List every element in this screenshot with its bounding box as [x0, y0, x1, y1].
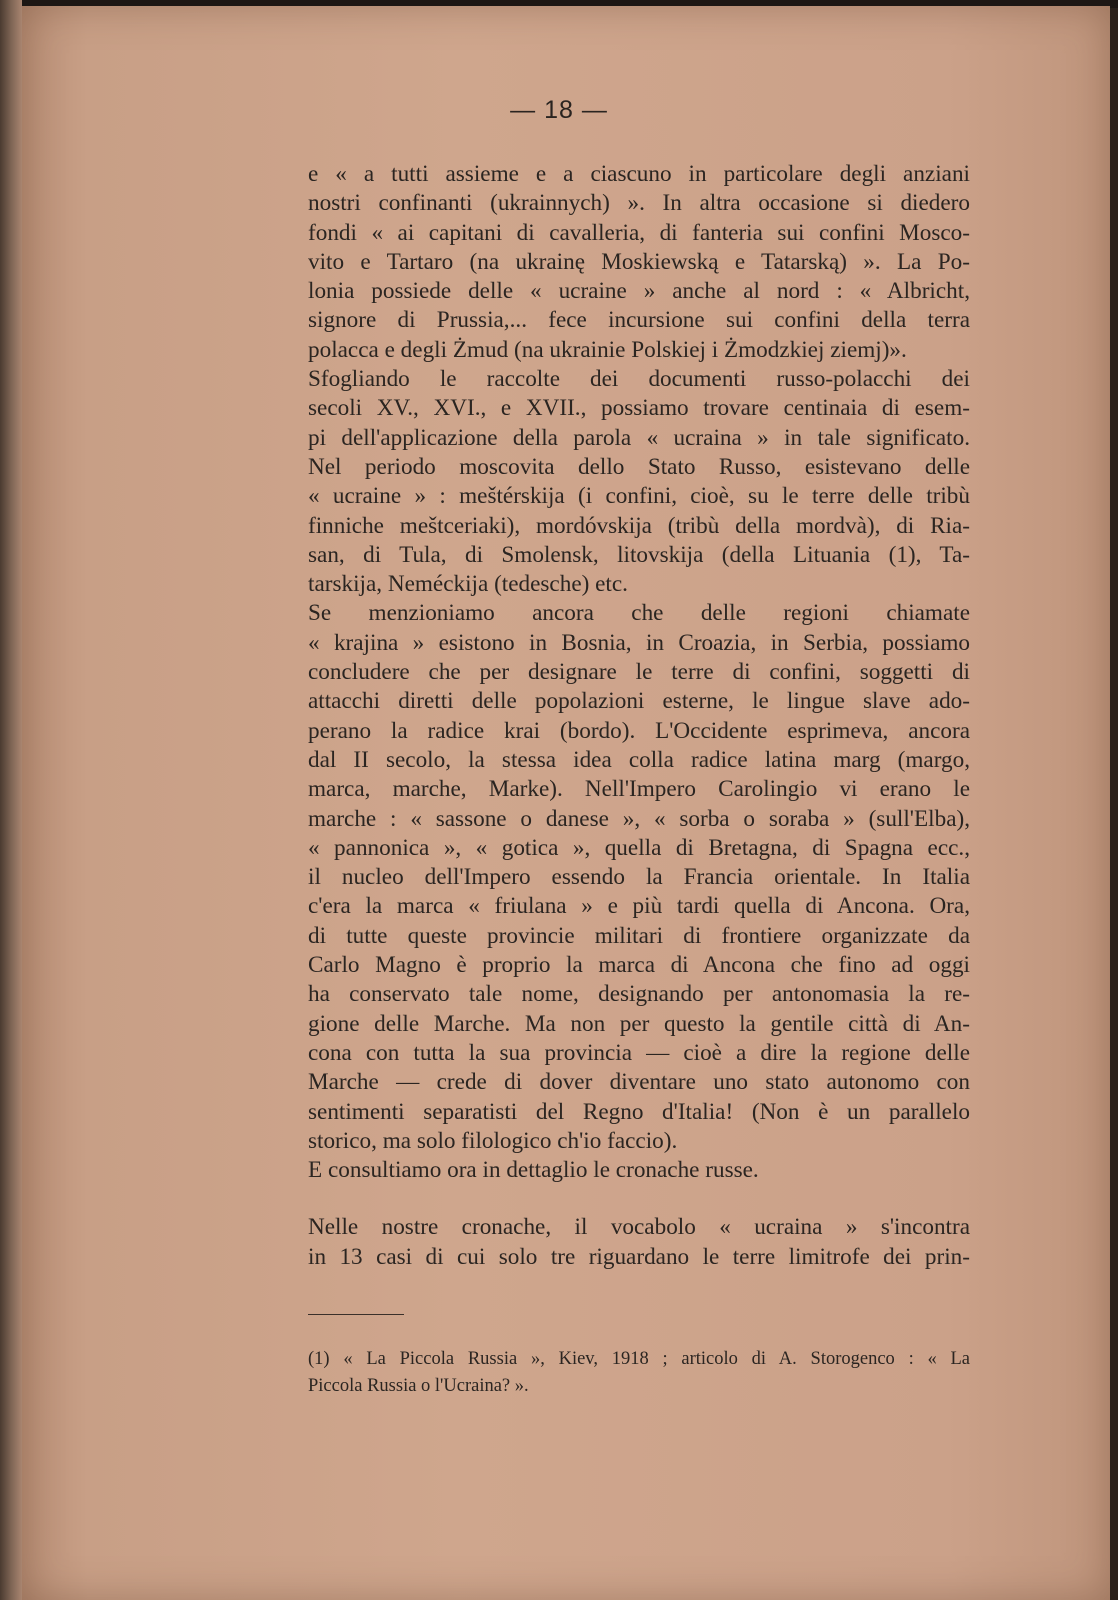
text-line: marche : « sassone o danese », « sorba o soraba » (sull'Elba),: [308, 805, 970, 832]
text-line: Marche — crede di dover diventare uno stato autonomo con: [308, 1069, 970, 1096]
text-line: Carlo Magno è proprio la marca di Ancona che fino ad oggi: [308, 952, 970, 979]
text-line: e « a tutti assieme e a ciascuno in particolare degli anziani: [308, 161, 970, 187]
body-text: [308, 160, 970, 1272]
text-line: gione delle Marche. Ma non per questo la gentile città di An-: [308, 1010, 970, 1037]
text-line: storico, ma solo filologico ch'io faccio).: [308, 1127, 678, 1154]
text-line: il nucleo dell'Impero essendo la Francia orientale. In Italia: [308, 864, 970, 891]
text-line: in 13 casi di cui solo tre riguardano le terre limitrofe dei prin-: [308, 1243, 970, 1270]
text-line: vito e Tartaro (na ukrainę Moskiewską e Tatarską) ». La Po-: [308, 248, 970, 275]
text-line: ha conservato tale nome, designando per antonomasia la re-: [308, 981, 970, 1008]
text-line: secoli XV., XVI., e XVII., possiamo trovare centinaia di esem-: [308, 395, 970, 422]
text-line: pi dell'applicazione della parola « ucraina » in tale significato.: [308, 424, 970, 451]
text-line: fondi « ai capitani di cavalleria, di fanteria sui confini Mosco-: [308, 219, 970, 246]
text-line: Se menzioniamo ancora che delle regioni chiamate: [308, 600, 970, 627]
text-line: attacchi diretti delle popolazioni esterne, le lingue slave ado-: [308, 688, 970, 715]
text-line: polacca e degli Żmud (na ukrainie Polskiej i Żmodzkiej ziemj)».: [308, 336, 907, 363]
text-line: « pannonica », « gotica », quella di Bretagna, di Spagna ecc.,: [308, 834, 970, 861]
text-line: san, di Tula, di Smolensk, litovskija (della Lituania (1), Ta-: [308, 541, 970, 568]
text-line: finniche meštceriaki), mordóvskija (tribù della mordvà), di Ria-: [308, 512, 970, 539]
footnote: [308, 1346, 970, 1400]
page-number: — 18 —: [510, 96, 608, 124]
text-line: nostri confinanti (ukrainnych) ». In altra occasione si diedero: [308, 190, 970, 217]
text-line: sentimenti separatisti del Regno d'Italia! (Non è un parallelo: [308, 1098, 970, 1125]
section-gap: [308, 1185, 970, 1213]
text-line: « ucraine » : meštérskija (i confini, cioè, su le terre delle tribù: [308, 483, 970, 510]
text-line: perano la radice krai (bordo). L'Occidente esprimeva, ancora: [308, 717, 970, 744]
text-line: lonia possiede delle « ucraine » anche al nord : « Albricht,: [308, 278, 970, 305]
text-line: signore di Prussia,... fece incursione sui confini della terra: [308, 307, 970, 334]
footnote-line: (1) « La Piccola Russia », Kiev, 1918 ; articolo di A. Storogenco : « La: [308, 1349, 970, 1369]
text-line: dal II secolo, la stessa idea colla radice latina marg (margo,: [308, 746, 970, 773]
text-line: concludere che per designare le terre di confini, soggetti di: [308, 659, 970, 686]
text-line: cona con tutta la sua provincia — cioè a dire la regione delle: [308, 1039, 970, 1066]
body-paragraphs: [308, 160, 970, 1185]
footnote-separator: [308, 1314, 404, 1315]
footnote-line: Piccola Russia o l'Ucraina? ».: [308, 1376, 529, 1396]
text-line: E consultiamo ora in dettaglio le cronache russe.: [308, 1157, 759, 1184]
text-line: Nelle nostre cronache, il vocabolo « ucraina » s'incontra: [308, 1214, 970, 1241]
text-line: « krajina » esistono in Bosnia, in Croazia, in Serbia, possiamo: [308, 629, 970, 656]
text-line: Nel periodo moscovita dello Stato Russo, esistevano delle: [308, 453, 970, 480]
text-line: tarskija, Neméckija (tedesche) etc.: [308, 571, 628, 598]
book-spine-shadow: [0, 0, 22, 1600]
text-line: di tutte queste provincie militari di frontiere organizzate da: [308, 922, 970, 949]
text-line: marca, marche, Marke). Nell'Impero Carolingio vi erano le: [308, 776, 970, 803]
text-line: Sfogliando le raccolte dei documenti russo-polacchi dei: [308, 366, 970, 393]
text-line: c'era la marca « friulana » e più tardi quella di Ancona. Ora,: [308, 893, 970, 920]
body-paragraph-continuation: [308, 1213, 970, 1272]
footnote-lines: [308, 1346, 970, 1400]
